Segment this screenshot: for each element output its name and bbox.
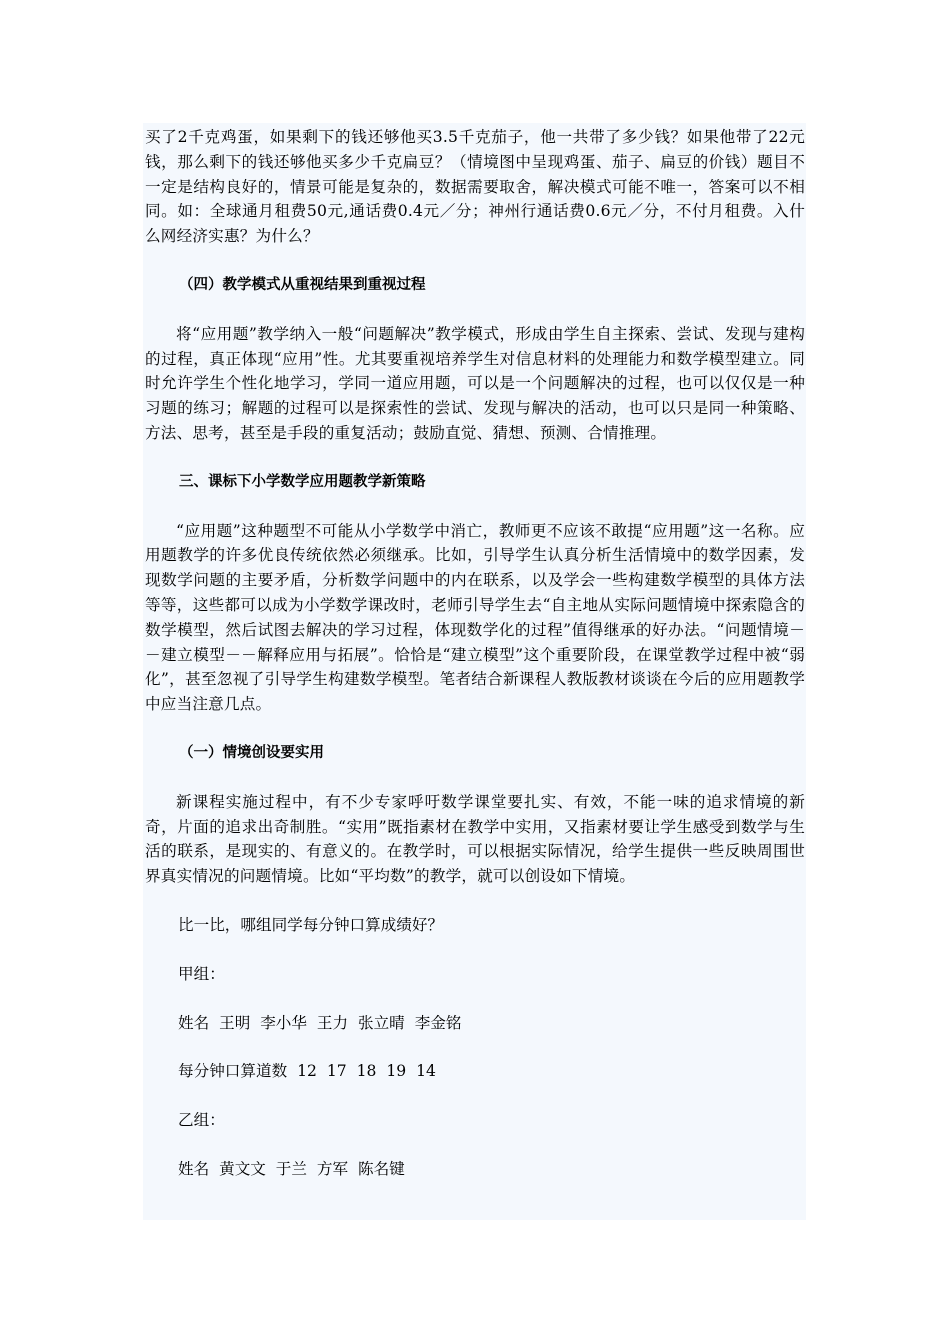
paragraph-3: “应用题”这种题型不可能从小学数学中消亡，教师更不应该不敢提“应用题”这一名称。应用题教学的许多优良传统依然必须继承。比如，引导学生认真分析生活情境中的数学因素，发现数学问题的主要矛盾，分析数学问题中的内在联系，以及学会一些构建数学模型的具体方法等等，这些都可以成为小学数学课改时，老师引导学生去“自主地从实际问题情境中探索隐含的数学模型，然后试图去解决的学习过程，体现数学化的过程”值得继承的好办法。“问题情境－－建立模型－－解释应用与拓展”。恰恰是“建立模型”这个重要阶段，在课堂教学过程中被“弱化”，甚至忽视了引导学生构建数学模型。笔者结合新课程人教版教材谈谈在今后的应用题教学中应当注意几点。: [145, 521, 805, 714]
group-a-names: 姓名 王明 李小华 王力 张立晴 李金铭: [178, 1013, 462, 1032]
section-heading-3: 三、课标下小学数学应用题教学新策略: [179, 473, 426, 490]
document-content: [143, 123, 806, 1220]
paragraph-1: 买了2千克鸡蛋，如果剩下的钱还够他买3.5千克茄子，他一共带了多少钱？如果他带了22元钱，那么剩下的钱还够他买多少千克扁豆？（情境图中呈现鸡蛋、茄子、扁豆的价钱）题目不一定是结构良好的，情景可能是复杂的，数据需要取舍，解决模式可能不唯一，答案可以不相同。如：全球通月租费50元,通话费0.4元／分；神州行通话费0.6元／分，不付月租费。入什么网经济实惠？为什么？: [145, 128, 805, 246]
paragraph-2: 将“应用题”教学纳入一般“问题解决”教学模式，形成由学生自主探索、尝试、发现与建构的过程，真正体现“应用”性。尤其要重视培养学生对信息材料的处理能力和数学模型建立。同时允许学生个性化地学习，学同一道应用题，可以是一个问题解决的过程，也可以仅仅是一种习题的练习；解题的过程可以是探索性的尝试、发现与解决的活动，也可以只是同一种策略、方法、思考，甚至是手段的重复活动；鼓励直觉、猜想、预测、合情推理。: [145, 324, 805, 442]
section-heading-4: （四）教学模式从重视结果到重视过程: [179, 276, 426, 293]
group-b-names: 姓名 黄文文 于兰 方军 陈名键: [178, 1159, 405, 1178]
paragraph-4: 新课程实施过程中，有不少专家呼吁数学课堂要扎实、有效，不能一味的追求情境的新奇，片面的追求出奇制胜。“实用”既指素材在教学中实用，又指素材要让学生感受到数学与生活的联系，是现实的、有意义的。在教学时，可以根据实际情况，给学生提供一些反映周围世界真实情况的问题情境。比如“平均数”的教学，就可以创设如下情境。: [145, 792, 805, 886]
group-a-scores: 每分钟口算道数 12 17 18 19 14: [178, 1062, 436, 1081]
group-b-label: 乙组：: [178, 1111, 225, 1130]
subsection-heading-1: （一）情境创设要实用: [179, 744, 324, 761]
compare-question: 比一比，哪组同学每分钟口算成绩好？: [178, 915, 444, 934]
document-text: [145, 125, 805, 1182]
group-a-label: 甲组：: [178, 964, 225, 983]
